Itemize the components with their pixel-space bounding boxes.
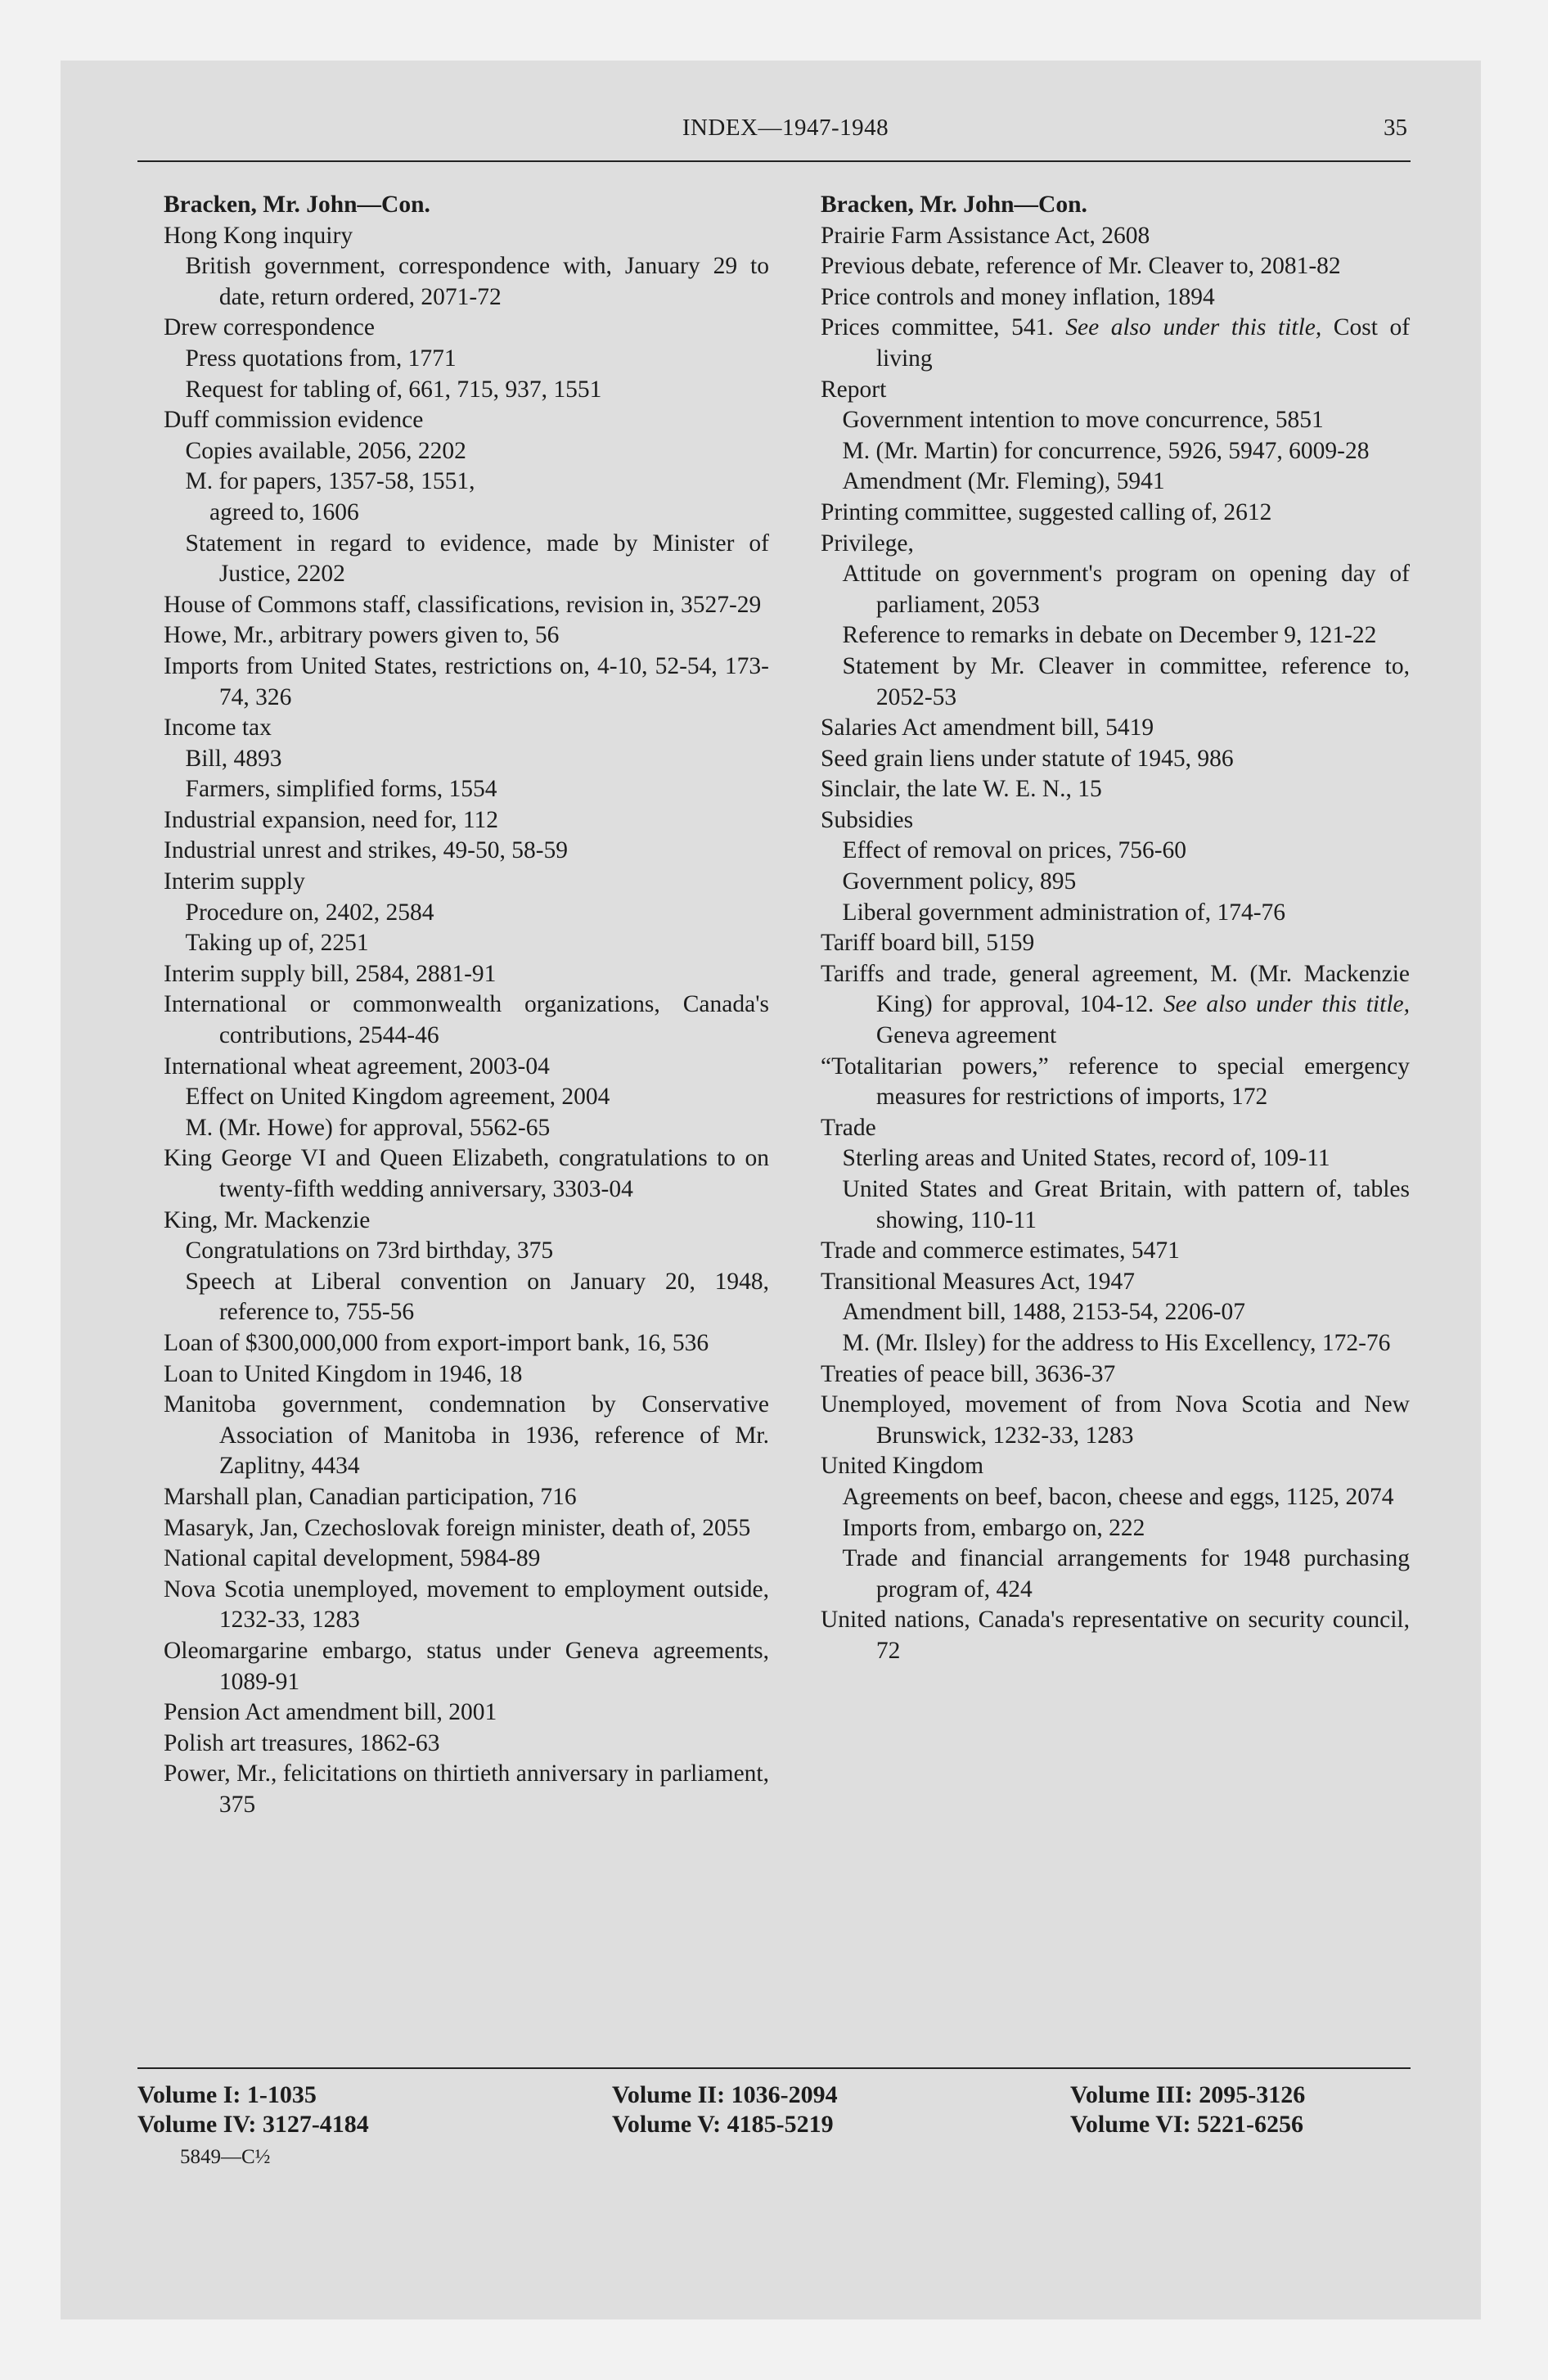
entry-text: Tariffs and trade, general agreement, M. (Mr. Mackenzie King) for approval, 104-12. [821,960,1410,1018]
index-entry [164,867,769,898]
index-entry [164,1143,769,1205]
entry-text: Interim supply [164,868,305,895]
index-entry [821,1390,1410,1451]
index-subentry [821,1482,1410,1513]
entry-text: United nations, Canada's representative on security council, 72 [821,1607,1410,1664]
index-entry [821,713,1410,744]
entry-text: Pension Act amendment bill, 2001 [164,1699,497,1726]
index-entry [164,313,769,344]
entry-text: Government intention to move concurrence, 5851 [842,407,1324,434]
volume-range: Volume III: 2095-3126 [1070,2081,1306,2108]
entry-text: Hong Kong inquiry [164,222,353,249]
entry-text: Previous debate, reference of Mr. Cleaver to, 2081-82 [821,253,1341,280]
entry-text: Prices committee, 541. [821,314,1054,341]
index-entry [821,928,1410,959]
index-subentry [164,1267,769,1328]
entry-text: Unemployed, movement of from Nova Scotia and New Brunswick, 1232-33, 1283 [821,1391,1410,1449]
index-entry [164,1729,769,1760]
entry-text: Polish art treasures, 1862-63 [164,1729,440,1756]
entry-text: Bill, 4893 [185,745,282,772]
index-subentry [164,1082,769,1113]
entry-text: Request for tabling of, 661, 715, 937, 1551 [185,376,602,403]
index-entry [821,744,1410,775]
entry-text: Attitude on government's program on opening day of parliament, 2053 [842,561,1410,618]
index-entry [821,1359,1410,1391]
index-entry [164,1697,769,1729]
entry-text: Prairie Farm Assistance Act, 2608 [821,222,1150,249]
entry-text: Printing committee, suggested calling of, 2612 [821,498,1272,525]
index-subentry [821,436,1410,467]
entry-text: Transitional Measures Act, 1947 [821,1268,1136,1295]
index-entry [821,529,1410,560]
index-subentry [164,375,769,406]
index-entry [164,959,769,990]
entry-text: Speech at Liberal convention on January 20, 1948, reference to, 755-56 [185,1268,769,1326]
entry-text: Effect on United Kingdom agreement, 2004 [185,1084,610,1111]
entry-text: Marshall plan, Canadian participation, 716 [164,1483,577,1510]
header-rule [137,160,1411,162]
right-index-column [821,190,1410,1667]
index-entry [164,1759,769,1820]
index-subentry [164,529,769,590]
entry-text: Drew correspondence [164,314,375,341]
index-subentry [821,467,1410,498]
entry-text: Trade [821,1114,876,1141]
index-subentry [164,1236,769,1267]
index-heading [164,190,769,221]
entry-text: Liberal government administration of, 174-76 [842,899,1286,926]
index-entry [164,590,769,621]
entry-text: agreed to, 1606 [209,498,359,525]
index-subentry [821,836,1410,867]
volume-range: Volume I: 1-1035 [137,2081,317,2108]
index-subentry [164,928,769,959]
entry-text: Masaryk, Jan, Czechoslovak foreign minister, death of, 2055 [164,1514,751,1541]
index-entry [821,1605,1410,1666]
entry-text: M. (Mr. Martin) for concurrence, 5926, 5947, 6009-28 [842,437,1370,464]
index-entry [821,251,1410,282]
index-entry [164,221,769,252]
entry-text: British government, correspondence with, January 29 to date, return ordered, 2071-72 [185,253,769,310]
index-entry [821,221,1410,252]
index-subentry [164,898,769,929]
index-subentry [821,1174,1410,1236]
entry-text: Farmers, simplified forms, 1554 [185,776,497,803]
entry-text: Loan of $300,000,000 from export-import bank, 16, 536 [164,1329,709,1356]
index-entry [164,620,769,651]
entry-text: Duff commission evidence [164,407,424,434]
index-entry [164,989,769,1051]
index-subentry [821,651,1410,713]
entry-text: Congratulations on 73rd birthday, 375 [185,1237,554,1264]
index-entry [164,1328,769,1359]
index-subentry [821,1297,1410,1328]
index-entry [821,1267,1410,1298]
entry-text: Agreements on beef, bacon, cheese and eggs, 1125, 2074 [842,1483,1394,1510]
entry-text: “Totalitarian powers,” reference to special emergency measures for restrictions of imports, 172 [821,1053,1410,1111]
index-subentry [164,344,769,375]
entry-text: Seed grain liens under statute of 1945, 986 [821,745,1234,772]
entry-text: Procedure on, 2402, 2584 [185,899,434,926]
index-entry [164,805,769,836]
entry-text: Trade and commerce estimates, 5471 [821,1237,1180,1264]
entry-text: Amendment bill, 1488, 2153-54, 2206-07 [842,1299,1245,1326]
entry-text: Industrial expansion, need for, 112 [164,806,498,833]
index-entry [164,713,769,744]
index-entry [164,651,769,713]
see-also-text: See also under this title, [1065,314,1322,341]
volume-footer [137,2080,1414,2179]
entry-text: King, Mr. Mackenzie [164,1206,371,1233]
entry-text: Sterling areas and United States, record of, 109-11 [842,1145,1330,1172]
entry-text: Government policy, 895 [842,868,1077,895]
entry-text: Trade and financial arrangements for 1948 purchasing program of, 424 [842,1545,1410,1602]
entry-text: King George VI and Queen Elizabeth, congratulations to on twenty-fifth wedding anniversary, 3303-04 [164,1145,769,1202]
index-subentry [821,1513,1410,1544]
index-entry [164,1359,769,1391]
index-entry [821,774,1410,805]
print-code: 5849—C½ [180,2146,271,2168]
entry-text: Tariff board bill, 5159 [821,930,1035,957]
index-subentry [821,1143,1410,1174]
index-subentry [164,744,769,775]
entry-text: Amendment (Mr. Fleming), 5941 [842,468,1165,495]
index-subentry [164,467,769,498]
entry-text: Treaties of peace bill, 3636-37 [821,1360,1116,1387]
entry-text: Effect of removal on prices, 756-60 [842,837,1187,864]
index-entry [821,1113,1410,1144]
entry-text: International or commonwealth organizations, Canada's contributions, 2544-46 [164,991,769,1049]
index-entry [821,1451,1410,1482]
index-subentry [821,405,1410,436]
index-subentry [164,251,769,313]
entry-text: Industrial unrest and strikes, 49-50, 58-59 [164,837,569,864]
entry-text: National capital development, 5984-89 [164,1545,541,1572]
index-entry [164,1513,769,1544]
index-subentry [821,1328,1410,1359]
footer-rule [137,2067,1411,2069]
entry-text: Press quotations from, 1771 [185,345,457,372]
page-number: 35 [1384,115,1407,141]
index-entry [164,1575,769,1636]
entry-text: Report [821,376,887,403]
index-entry [164,1544,769,1575]
entry-text: Interim supply bill, 2584, 2881-91 [164,960,497,987]
entry-text: M. for papers, 1357-58, 1551, [185,468,475,495]
entry-text: Nova Scotia unemployed, movement to employment outside, 1232-33, 1283 [164,1575,769,1634]
index-entry [164,1636,769,1697]
index-entry [164,1206,769,1237]
page-title: INDEX—1947-1948 [682,115,889,141]
index-entry [164,405,769,436]
entry-text: Imports from, embargo on, 222 [842,1514,1145,1541]
volume-range: Volume VI: 5221-6256 [1070,2111,1304,2138]
entry-text: M. (Mr. Ilsley) for the address to His Excellency, 172-76 [842,1329,1391,1356]
index-entry [164,1482,769,1513]
index-entry [164,1052,769,1083]
entry-text: M. (Mr. Howe) for approval, 5562-65 [185,1114,551,1141]
index-subentry [821,898,1410,929]
entry-text: Bracken, Mr. John—Con. [164,192,430,218]
volume-range: Volume V: 4185-5219 [612,2111,834,2138]
index-subentry [821,559,1410,620]
index-subentry [821,867,1410,898]
entry-text: Power, Mr., felicitations on thirtieth anniversary in parliament, 375 [164,1760,769,1818]
index-subentry [821,620,1410,651]
entry-text: Bracken, Mr. John—Con. [821,192,1087,218]
left-index-column [164,190,769,1820]
cross-reference-text: Geneva agreement [875,1022,1057,1049]
entry-text: International wheat agreement, 2003-04 [164,1053,550,1080]
entry-text: Manitoba government, condemnation by Conservative Association of Manitoba in 1936, reference of Mr. Zaplitny, 4434 [164,1391,769,1480]
entry-text: Statement by Mr. Cleaver in committee, reference to, 2052-53 [842,652,1410,710]
entry-text: House of Commons staff, classifications, revision in, 3527-29 [164,591,762,618]
entry-text: Privilege, [821,530,914,557]
index-entry [821,313,1410,374]
index-entry [821,375,1410,406]
volume-range: Volume II: 1036-2094 [612,2081,838,2108]
entry-text: Copies available, 2056, 2202 [185,437,466,464]
entry-text: United States and Great Britain, with pattern of, tables showing, 110-11 [842,1176,1410,1233]
index-subentry [821,1544,1410,1605]
index-subentry [164,1113,769,1144]
entry-text: Price controls and money inflation, 1894 [821,283,1215,310]
entry-text: Howe, Mr., arbitrary powers given to, 56 [164,622,560,649]
index-subentry [164,498,769,529]
entry-text: Loan to United Kingdom in 1946, 18 [164,1360,523,1387]
entry-text: Taking up of, 2251 [185,930,369,957]
index-entry [164,836,769,867]
volume-range: Volume IV: 3127-4184 [137,2111,369,2138]
index-entry [164,1390,769,1482]
index-entry [821,498,1410,529]
index-subentry [164,436,769,467]
index-entry [821,1052,1410,1113]
page-header [164,115,1407,147]
index-entry [821,805,1410,836]
entry-text: Salaries Act amendment bill, 5419 [821,714,1154,741]
entry-text: Statement in regard to evidence, made by Minister of Justice, 2202 [185,530,769,588]
index-entry [821,282,1410,313]
index-entry [821,959,1410,1052]
see-also-text: See also under this title, [1163,991,1410,1018]
entry-text: United Kingdom [821,1453,984,1480]
index-entry [821,1236,1410,1267]
index-heading [821,190,1410,221]
entry-text: Income tax [164,714,272,741]
entry-text: Reference to remarks in debate on December 9, 121-22 [842,622,1377,649]
cross-reference-text: Cost of living [875,314,1411,372]
entry-text: Sinclair, the late W. E. N., 15 [821,776,1102,803]
entry-text: Subsidies [821,806,914,833]
entry-text: Imports from United States, restrictions on, 4-10, 52-54, 173-74, 326 [164,652,769,710]
entry-text: Oleomargarine embargo, status under Geneva agreements, 1089-91 [164,1637,769,1695]
index-subentry [164,774,769,805]
